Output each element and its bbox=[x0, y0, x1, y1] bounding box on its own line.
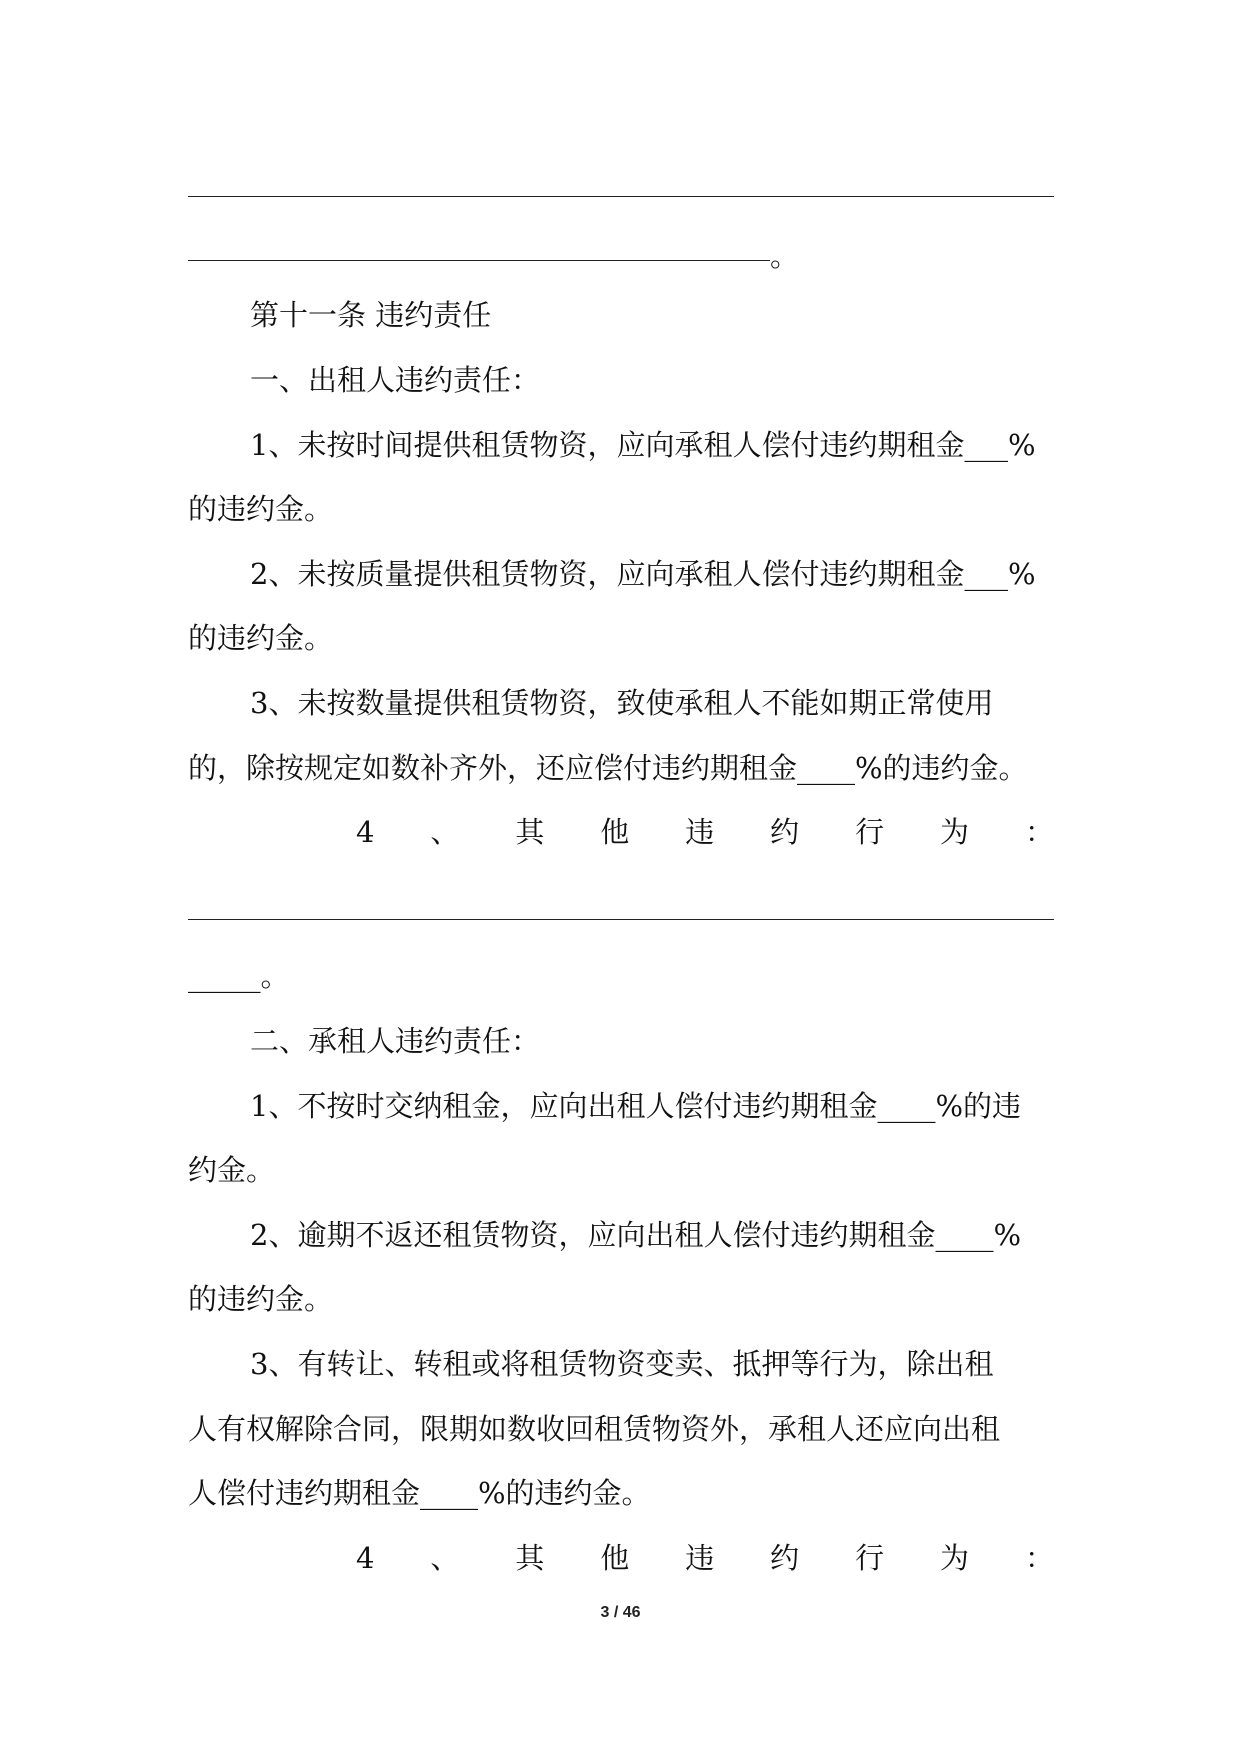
paragraph-line: 约金。 bbox=[188, 1153, 276, 1187]
blank-line bbox=[188, 260, 770, 261]
blank-line bbox=[188, 919, 1054, 920]
paragraph-line: 3、有转让、转租或将租赁物资变卖、抵押等行为，除出租 bbox=[250, 1347, 994, 1381]
paragraph-line: 人偿付违约期租金____%的违约金。 bbox=[188, 1476, 651, 1510]
spread-char: 行 bbox=[855, 1541, 885, 1575]
blank-line-end: _____。 bbox=[188, 959, 290, 993]
paragraph-line: 人有权解除合同，限期如数收回租赁物资外，承租人还应向出租 bbox=[188, 1412, 1001, 1446]
paragraph-line: 的违约金。 bbox=[188, 621, 334, 655]
spread-char: 、 bbox=[430, 1541, 460, 1575]
paragraph-line: 1、未按时间提供租赁物资，应向承租人偿付违约期租金___% bbox=[250, 428, 1036, 462]
spread-char: ： bbox=[1024, 815, 1054, 849]
spread-char: 4 bbox=[356, 815, 375, 849]
spread-char: 4 bbox=[356, 1541, 375, 1575]
section-heading: 二、承租人违约责任： bbox=[250, 1024, 541, 1058]
spread-char: 为 bbox=[940, 815, 970, 849]
spread-char: ： bbox=[1024, 1541, 1054, 1575]
spread-char: 、 bbox=[430, 815, 460, 849]
paragraph-line: 2、逾期不返还租赁物资，应向出租人偿付违约期租金____% bbox=[250, 1218, 1022, 1252]
spread-char: 他 bbox=[600, 1541, 630, 1575]
paragraph-line: 3、未按数量提供租赁物资，致使承租人不能如期正常使用 bbox=[250, 686, 994, 720]
paragraph-line: 的，除按规定如数补齐外，还应偿付违约期租金____%的违约金。 bbox=[188, 751, 1028, 785]
spread-line-other-breach-lessor bbox=[188, 812, 1054, 852]
paragraph-line: 的违约金。 bbox=[188, 1282, 334, 1316]
spread-char: 其 bbox=[515, 1541, 545, 1575]
spread-char: 其 bbox=[515, 815, 545, 849]
paragraph-line: 的违约金。 bbox=[188, 492, 334, 526]
spread-char: 约 bbox=[770, 1541, 800, 1575]
spread-char: 行 bbox=[855, 815, 885, 849]
paragraph-line: 2、未按质量提供租赁物资，应向承租人偿付违约期租金___% bbox=[250, 557, 1036, 591]
blank-line bbox=[188, 196, 1054, 197]
spread-char: 违 bbox=[685, 1541, 715, 1575]
article-title: 第十一条 违约责任 bbox=[250, 298, 492, 332]
period-mark: 。 bbox=[770, 239, 800, 273]
page-number: 3 / 46 bbox=[600, 1604, 641, 1621]
paragraph-line: 1、不按时交纳租金，应向出租人偿付违约期租金____%的违 bbox=[250, 1089, 1022, 1123]
spread-char: 他 bbox=[600, 815, 630, 849]
spread-line-other-breach-lessee bbox=[188, 1538, 1054, 1578]
section-heading: 一、出租人违约责任： bbox=[250, 363, 541, 397]
spread-char: 为 bbox=[940, 1541, 970, 1575]
spread-char: 约 bbox=[770, 815, 800, 849]
spread-char: 违 bbox=[685, 815, 715, 849]
